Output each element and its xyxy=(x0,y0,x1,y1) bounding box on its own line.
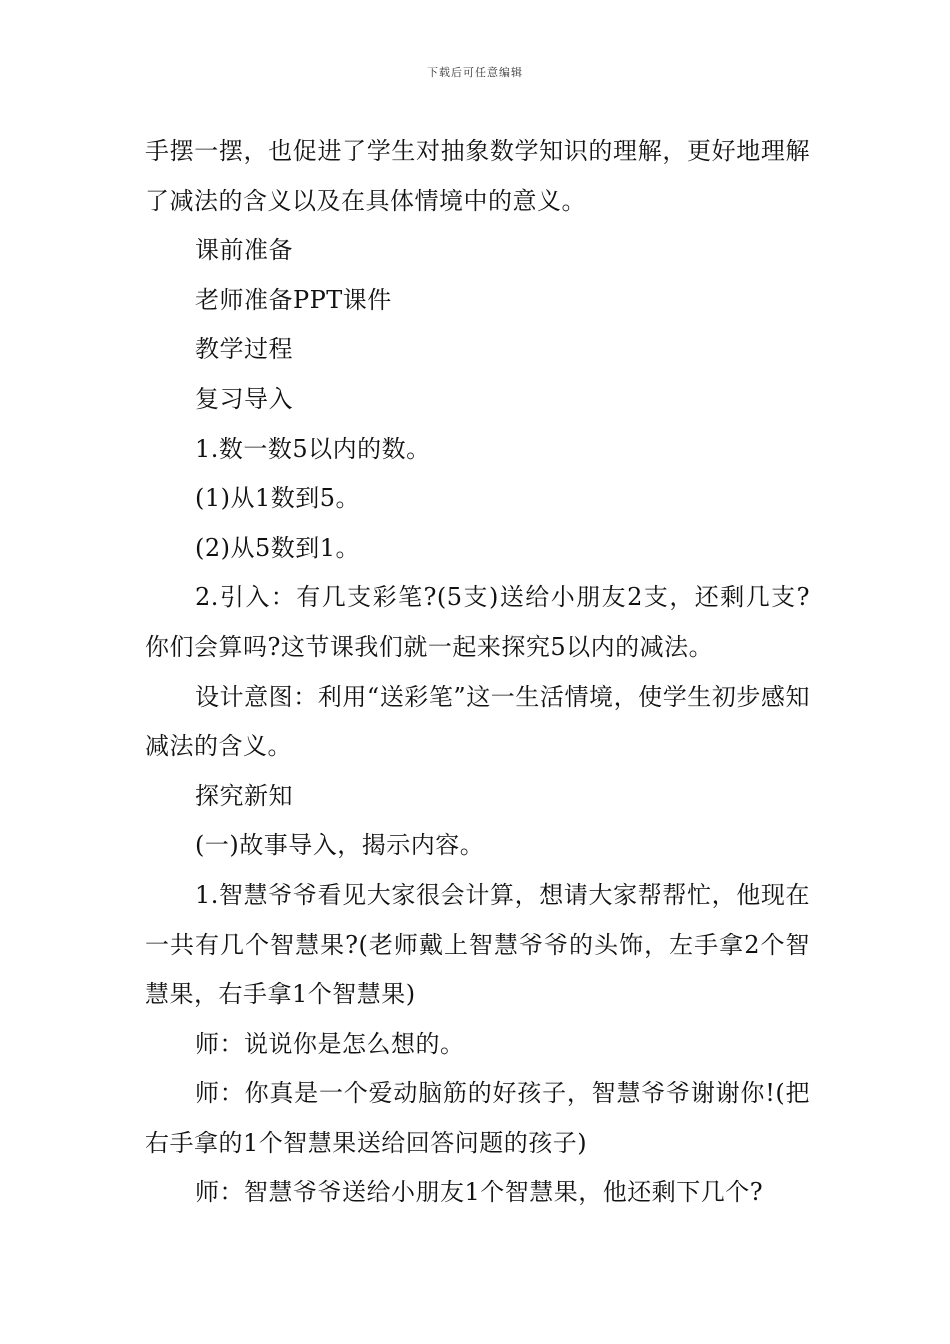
paragraph: 2.引入：有几支彩笔?(5支)送给小朋友2支，还剩几支?你们会算吗?这节课我们就一起来探究5以内的减法。 xyxy=(145,583,810,661)
paragraph: 师：智慧爷爷送给小朋友1个智慧果，他还剩下几个? xyxy=(195,1178,764,1207)
paragraph: 复习导入 xyxy=(195,384,293,413)
paragraph: 1.数一数5以内的数。 xyxy=(195,434,431,463)
paragraph: 探究新知 xyxy=(195,781,293,810)
paragraph: (2)从5数到1。 xyxy=(195,533,361,562)
paragraph: 课前准备 xyxy=(195,236,293,265)
paragraph: 教学过程 xyxy=(195,335,293,364)
paragraph: 老师准备PPT课件 xyxy=(195,285,392,314)
paragraph: (一)故事导入，揭示内容。 xyxy=(195,831,485,860)
paragraph: 师：你真是一个爱动脑筋的好孩子，智慧爷爷谢谢你!(把右手拿的1个智慧果送给回答问题的孩子) xyxy=(145,1079,810,1157)
paragraph: 手摆一摆，也促进了学生对抽象数学知识的理解，更好地理解了减法的含义以及在具体情境中的意义。 xyxy=(145,137,810,215)
paragraph: (1)从1数到5。 xyxy=(195,484,361,513)
paragraph: 设计意图：利用“送彩笔”这一生活情境，使学生初步感知减法的含义。 xyxy=(145,682,810,761)
paragraph: 1.智慧爷爷看见大家很会计算，想请大家帮帮忙，他现在一共有几个智慧果?(老师戴上智慧爷爷的头饰，左手拿2个智慧果，右手拿1个智慧果) xyxy=(145,880,810,1009)
page-header: 下载后可任意编辑 xyxy=(427,66,523,79)
paragraph: 师：说说你是怎么想的。 xyxy=(195,1029,465,1058)
document-body xyxy=(145,127,810,1218)
